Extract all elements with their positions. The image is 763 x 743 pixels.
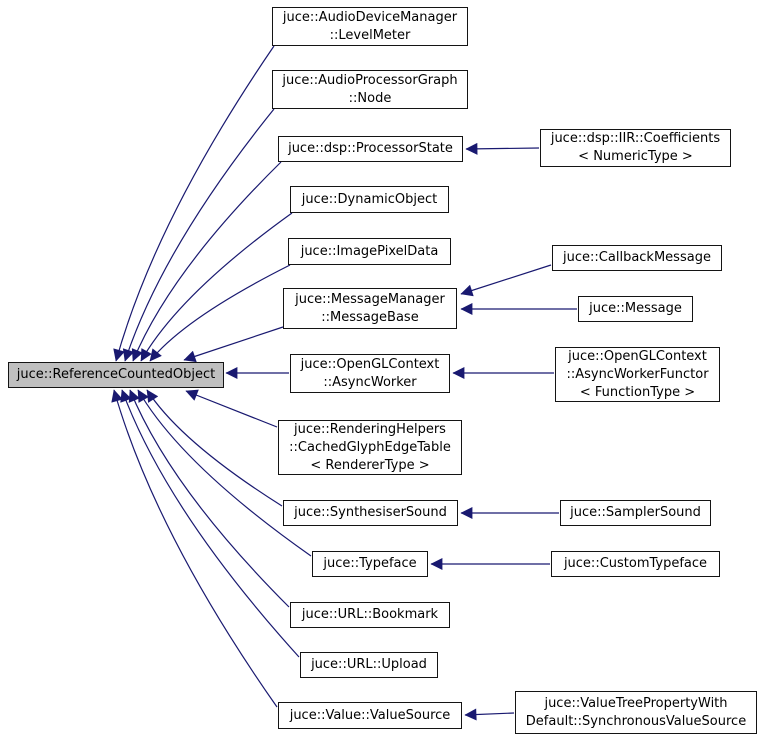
class-node-label-line: juce::OpenGLContext — [300, 356, 440, 372]
class-node-value-value-source[interactable] — [278, 702, 462, 729]
inheritance-arrow-callback-message-to-message-manager-message-base — [461, 265, 551, 294]
class-node-label-line: juce::SynthesiserSound — [294, 505, 447, 520]
class-node-label-line: juce::AudioProcessorGraph — [282, 72, 458, 88]
class-node-label-line: < FunctionType > — [579, 384, 696, 400]
inheritance-arrow-audio-device-manager-level-meter-to-reference-counted-object — [116, 46, 274, 361]
class-node-label-line: juce::Typeface — [323, 556, 417, 571]
class-node-synthesiser-sound[interactable] — [283, 500, 458, 526]
class-node-label-line: juce::SamplerSound — [570, 505, 701, 520]
class-node-opengl-context-async-worker[interactable] — [290, 354, 450, 393]
class-node-label-line: juce::RenderingHelpers — [294, 421, 446, 437]
class-node-label-line: juce::CallbackMessage — [563, 250, 711, 265]
class-node-label-line: < RendererType > — [310, 457, 430, 473]
class-node-message[interactable] — [578, 296, 693, 322]
class-node-label-line: ::MessageBase — [321, 309, 419, 325]
class-node-label-line: juce::ReferenceCountedObject — [16, 367, 216, 382]
inheritance-arrow-message-manager-message-base-to-reference-counted-object — [184, 327, 283, 360]
class-node-custom-typeface[interactable] — [551, 551, 720, 577]
class-node-label-line: juce::dsp::ProcessorState — [288, 141, 453, 156]
class-node-sampler-sound[interactable] — [560, 500, 711, 526]
class-node-url-upload[interactable] — [300, 652, 438, 678]
class-node-label-line: juce::OpenGLContext — [568, 348, 707, 364]
class-node-reference-counted-object — [8, 362, 224, 388]
class-node-image-pixel-data[interactable] — [288, 238, 451, 265]
class-node-label-line: juce::ImagePixelData — [300, 243, 439, 259]
inheritance-arrow-value-tree-property-with-default-synchronous-value-source-to-value-value-source — [465, 713, 514, 715]
inheritance-arrow-audio-processor-graph-node-to-reference-counted-object — [125, 109, 274, 361]
class-node-callback-message[interactable] — [552, 245, 722, 271]
class-node-rendering-helpers-cached-glyph-edge-table[interactable] — [278, 420, 462, 475]
class-node-label-line: ::LevelMeter — [329, 27, 411, 43]
class-node-value-tree-property-with-default-synchronous-value-source[interactable] — [515, 691, 757, 734]
class-node-label-line: juce::Value::ValueSource — [289, 707, 451, 723]
class-node-label-line: juce::URL::Bookmark — [301, 607, 439, 622]
inheritance-arrow-rendering-helpers-cached-glyph-edge-table-to-reference-counted-object — [186, 391, 277, 427]
class-node-label-line: ::CachedGlyphEdgeTable — [289, 439, 451, 455]
inheritance-arrow-value-value-source-to-reference-counted-object — [114, 390, 277, 707]
class-node-label-line: ::AsyncWorkerFunctor — [566, 366, 709, 382]
class-node-label-line: ::Node — [348, 90, 392, 106]
class-node-label-line: juce::dsp::IIR::Coefficients — [550, 131, 721, 146]
class-node-label-line: juce::URL::Upload — [311, 657, 427, 672]
class-node-label-line: juce::Message — [589, 301, 682, 316]
class-node-message-manager-message-base[interactable] — [283, 288, 457, 329]
class-node-audio-processor-graph-node[interactable] — [272, 70, 468, 109]
class-node-label-line: ::AsyncWorker — [323, 374, 417, 390]
class-node-label-line: juce::ValueTreePropertyWith — [544, 695, 728, 711]
class-node-label-line: juce::AudioDeviceManager — [282, 9, 458, 25]
inheritance-arrow-dsp-iir-coefficients-to-dsp-processor-state — [466, 148, 539, 149]
class-node-label-line: juce::CustomTypeface — [563, 556, 708, 571]
class-node-dsp-iir-coefficients[interactable] — [540, 129, 731, 167]
class-node-label-line: Default::SynchronousValueSource — [525, 713, 747, 729]
class-node-url-bookmark[interactable] — [290, 602, 450, 628]
class-node-label-line: juce::MessageManager — [295, 291, 445, 307]
inheritance-arrow-image-pixel-data-to-reference-counted-object — [150, 265, 290, 361]
class-node-dsp-processor-state[interactable] — [278, 136, 463, 162]
inheritance-arrow-dsp-processor-state-to-reference-counted-object — [133, 162, 281, 361]
class-node-audio-device-manager-level-meter[interactable] — [272, 7, 468, 46]
inheritance-arrow-synthesiser-sound-to-reference-counted-object — [147, 390, 282, 506]
class-node-opengl-context-async-worker-functor[interactable] — [555, 347, 720, 402]
class-node-label-line: < NumericType > — [578, 149, 693, 164]
class-node-typeface[interactable] — [312, 551, 428, 577]
class-node-dynamic-object[interactable] — [290, 186, 449, 213]
class-node-label-line: juce::DynamicObject — [301, 191, 438, 207]
